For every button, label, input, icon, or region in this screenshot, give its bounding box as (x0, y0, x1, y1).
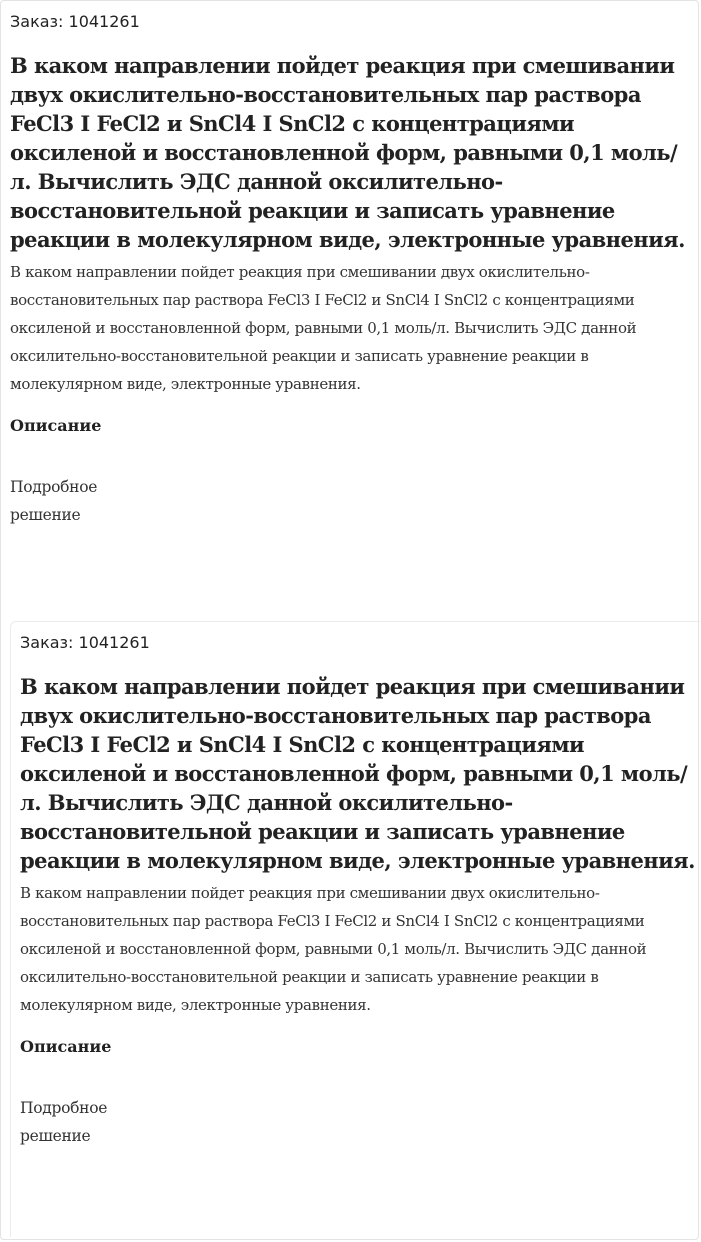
detailed-solution-text: Подробное решение (20, 1099, 108, 1145)
order-number: Заказ: 1041261 (20, 633, 150, 652)
order-description-text: В каком направлении пойдет реакция при смешивании двух окислительно-восстановительных пар раствора FeCl3 I FeCl2 и SnCl4 I SnCl2 с концентрациями оксиленой и восстановленной форм, равными 0,1 моль/л. Вычислить ЭДС данной оксилительно-восстановительной реакции и записать уравнение реакции в молекулярном виде, электронные уравнения. (10, 263, 637, 393)
order-block (10, 9, 694, 529)
order-description-text: В каком направлении пойдет реакция при смешивании двух окислительно-восстановительных пар раствора FeCl3 I FeCl2 и SnCl4 I SnCl2 с концентрациями оксиленой и восстановленной форм, равными 0,1 моль/л. Вычислить ЭДС данной оксилительно-восстановительной реакции и записать уравнение реакции в молекулярном виде, электронные уравнения. (20, 884, 647, 1014)
description-heading: Описание (20, 1037, 112, 1056)
nested-order-block (10, 621, 700, 1237)
order-title: В каком направлении пойдет реакция при смешивании двух окислительно-восстановительных пар раствора FeCl3 I FeCl2 и SnCl4 I SnCl2 с концентрациями оксиленой и восстановленной форм, равными 0,1 моль/л. Вычислить ЭДС данной оксилительно-восстановительной реакции и записать уравнение реакции в молекулярном виде, электронные уравнения. (20, 674, 695, 873)
detailed-solution-text: Подробное решение (10, 478, 98, 524)
description-heading: Описание (10, 416, 102, 435)
order-title: В каком направлении пойдет реакция при смешивании двух окислительно-восстановительных пар раствора FeCl3 I FeCl2 и SnCl4 I SnCl2 с концентрациями оксиленой и восстановленной форм, равными 0,1 моль/л. Вычислить ЭДС данной оксилительно-восстановительной реакции и записать уравнение реакции в молекулярном виде, электронные уравнения. (10, 53, 685, 252)
order-number: Заказ: 1041261 (10, 12, 140, 31)
